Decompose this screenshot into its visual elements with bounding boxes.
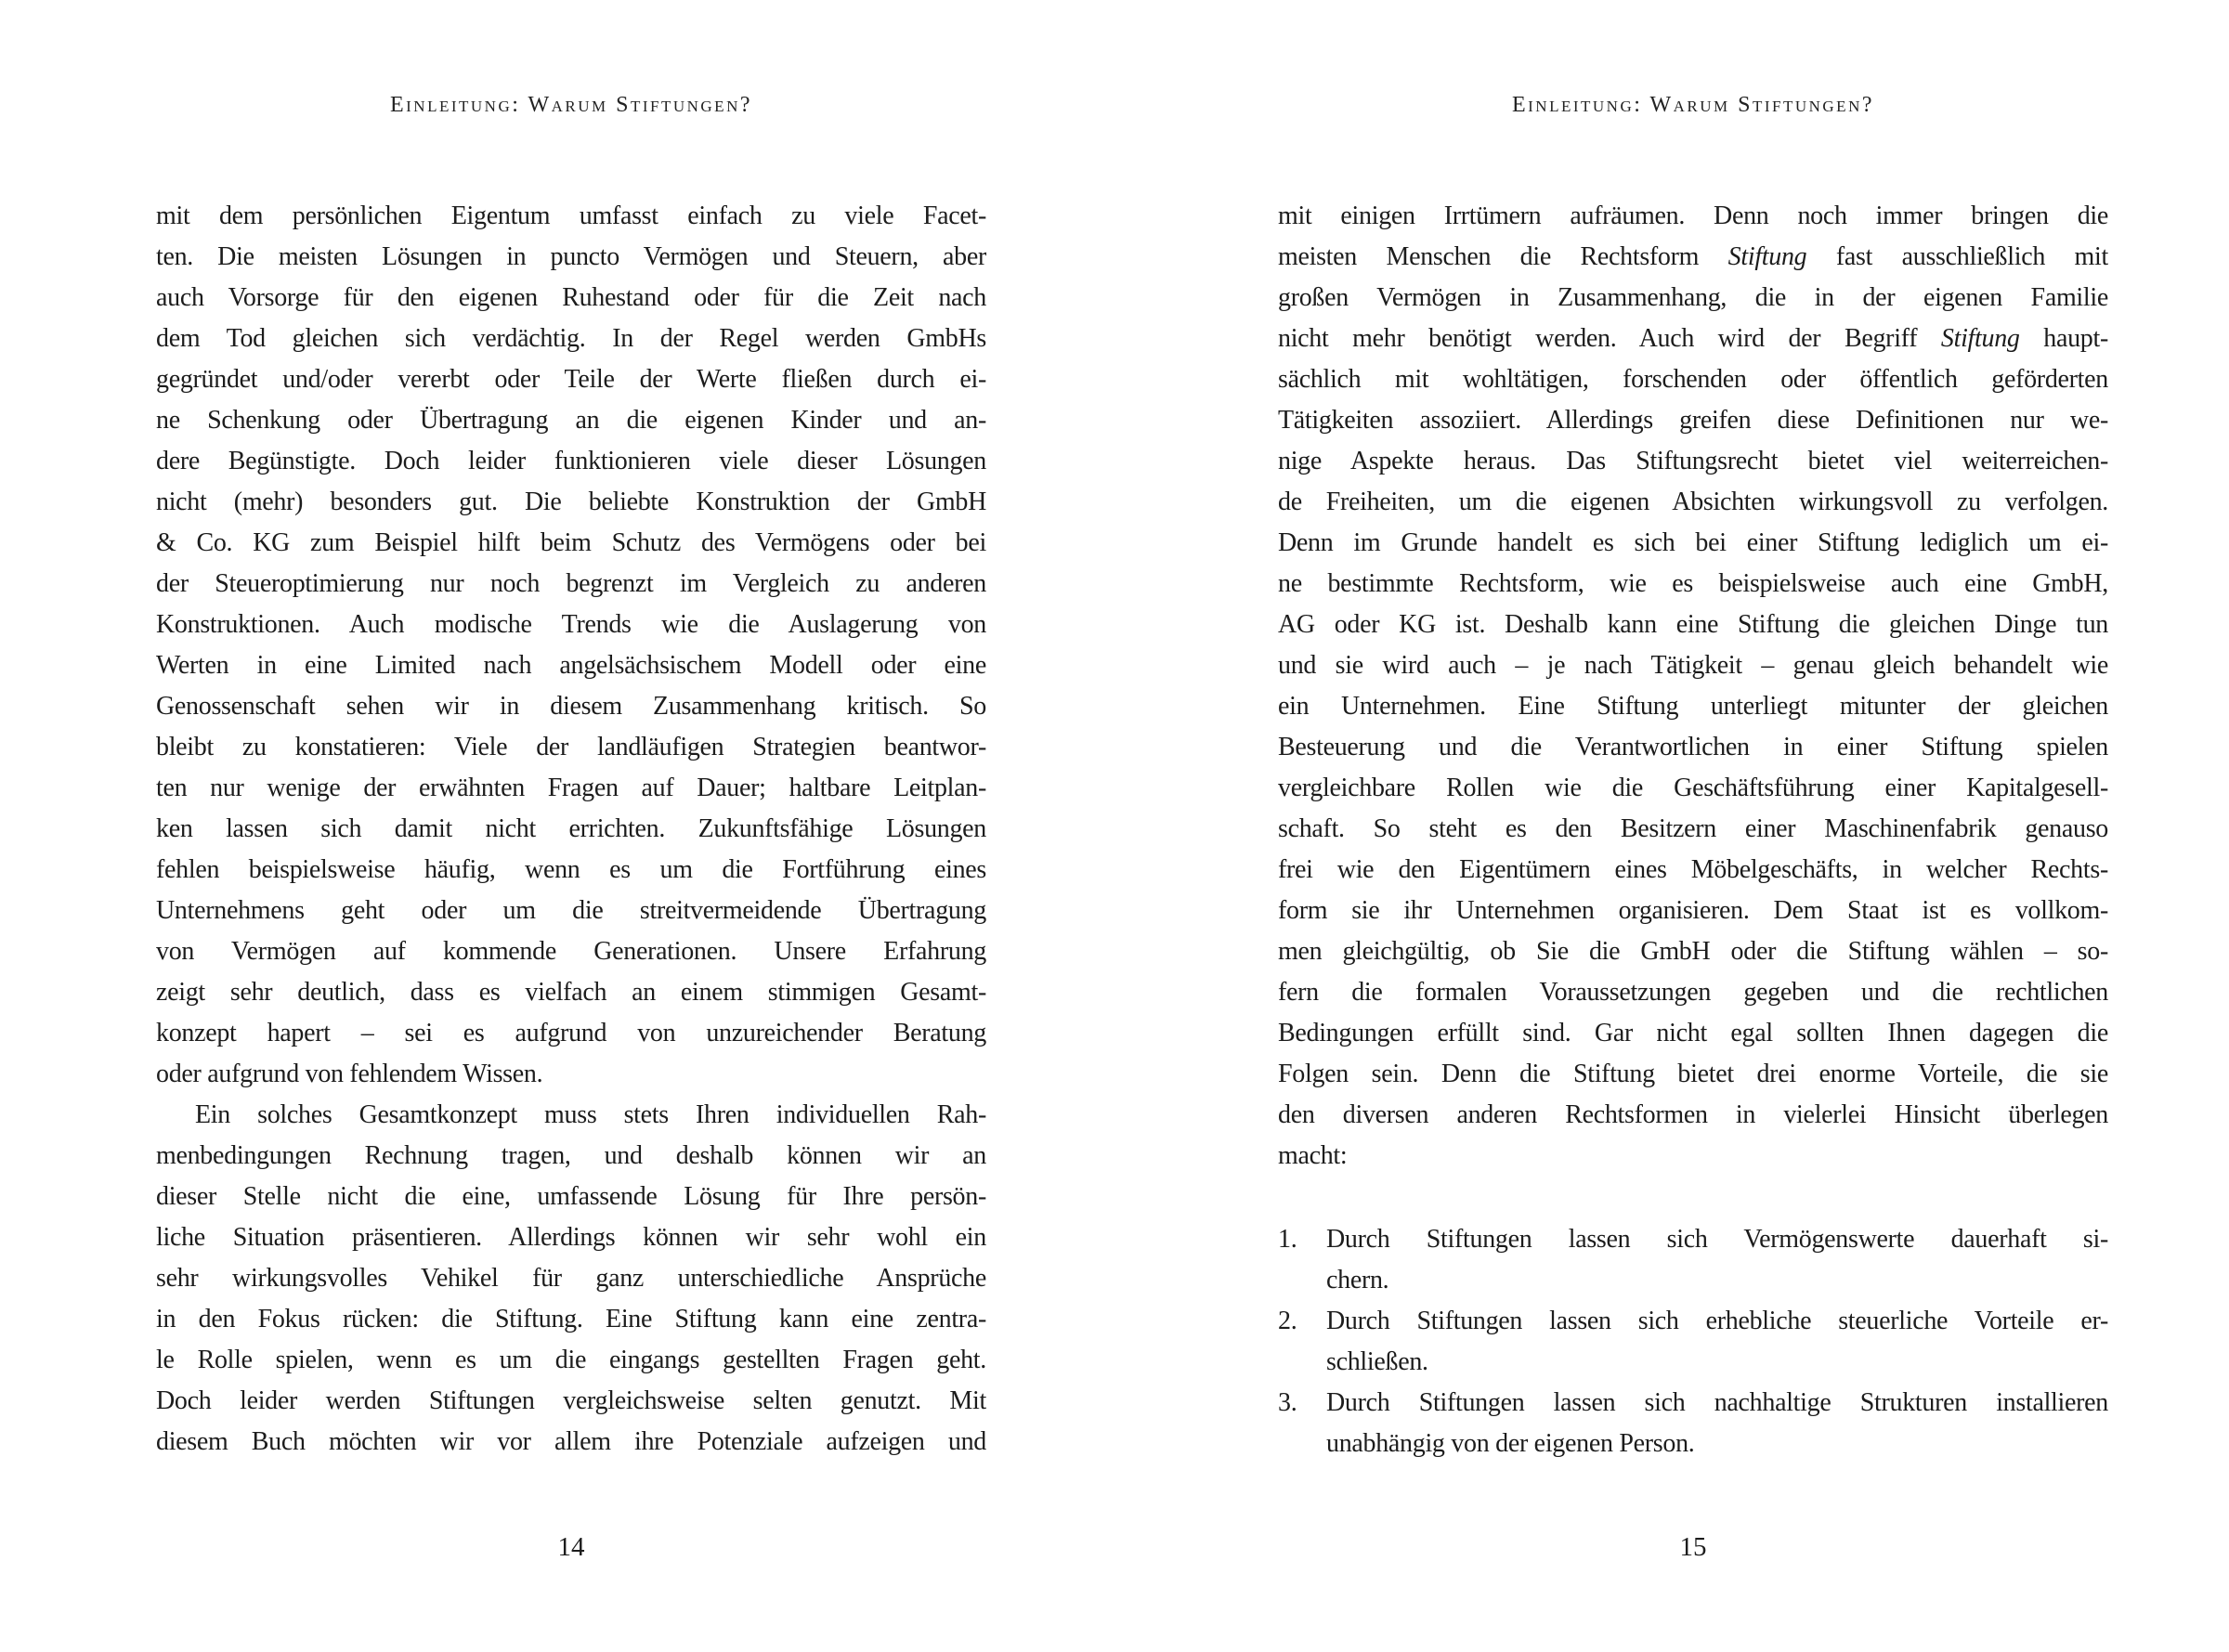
list-item-text [1326,1383,2108,1464]
text-line: Durch Stiftungen lassen sich Vermögenswerte dauerhaft si- [1326,1225,2108,1254]
text-line: fern die formalen Voraussetzungen gegeben und die rechtlichen [1278,978,2108,1007]
list-marker: 1. [1278,1225,1297,1254]
text-line: großen Vermögen in Zusammenhang, die in der eigenen Familie [1278,283,2108,312]
text-line: dem Tod gleichen sich verdächtig. In der Regel werden GmbHs [156,324,986,353]
list-marker: 2. [1278,1307,1297,1335]
text-line: der Steueroptimierung nur noch begrenzt im Vergleich zu anderen [156,569,986,598]
text-line: de Freiheiten, um die eigenen Absichten wirkungsvoll zu verfolgen. [1278,488,2108,516]
text-line: Doch leider werden Stiftungen vergleichsweise selten genutzt. Mit [156,1386,986,1415]
text-line: Tätigkeiten assoziiert. Allerdings greifen diese Definitionen nur we- [1278,406,2108,435]
page-left [156,0,986,1652]
text-line: men gleichgültig, ob Sie die GmbH oder die Stiftung wählen – so- [1278,937,2108,966]
text-line: mit dem persönlichen Eigentum umfasst einfach zu viele Facet- [156,202,986,230]
text-line: gegründet und/oder vererbt oder Teile der Werte fließen durch ei- [156,365,986,394]
text-line: vergleichbare Rollen wie die Geschäftsführung einer Kapitalgesell- [1278,774,2108,802]
text-line: auch Vorsorge für den eigenen Ruhestand oder für die Zeit nach [156,283,986,312]
text-line: diesem Buch möchten wir vor allem ihre Potenziale aufzeigen und [156,1427,986,1456]
right-page-number: 15 [1679,1532,1707,1562]
text-line: Werten in eine Limited nach angelsächsischem Modell oder eine [156,651,986,680]
text-line: & Co. KG zum Beispiel hilft beim Schutz des Vermögens oder bei [156,528,986,557]
text-line: unabhängig von der eigenen Person. [1326,1429,1695,1458]
text-line: schließen. [1326,1347,1428,1376]
text-line: konzept hapert – sei es aufgrund von unzureichender Beratung [156,1019,986,1047]
list-item-text [1326,1219,2108,1301]
text-line: Durch Stiftungen lassen sich erhebliche steuerliche Vorteile er- [1326,1307,2108,1335]
text-line: nicht mehr benötigt werden. Auch wird der Begriff Stiftung haupt- [1278,324,2108,353]
left-page-number: 14 [557,1532,585,1562]
text-line: chern. [1326,1266,1389,1294]
text-line: Genossenschaft sehen wir in diesem Zusammenhang kritisch. So [156,692,986,721]
list-item [1278,1383,2108,1464]
text-line: dere Begünstigte. Doch leider funktionieren viele dieser Lösungen [156,447,986,475]
text-line: meisten Menschen die Rechtsform Stiftung fast ausschließlich mit [1278,242,2108,271]
text-line: ne Schenkung oder Übertragung an die eigenen Kinder und an- [156,406,986,435]
text-line: schaft. So steht es den Besitzern einer Maschinenfabrik genauso [1278,814,2108,843]
text-line: und sie wird auch – je nach Tätigkeit – genau gleich behandelt wie [1278,651,2108,680]
text-line: AG oder KG ist. Deshalb kann eine Stiftung die gleichen Dinge tun [1278,610,2108,639]
text-line: frei wie den Eigentümern eines Möbelgeschäfts, in welcher Rechts- [1278,855,2108,884]
text-line: liche Situation präsentieren. Allerdings können wir sehr wohl ein [156,1223,986,1252]
text-line: zeigt sehr deutlich, dass es vielfach an einem stimmigen Gesamt- [156,978,986,1007]
text-line: menbedingungen Rechnung tragen, und deshalb können wir an [156,1141,986,1170]
text-line: Denn im Grunde handelt es sich bei einer Stiftung lediglich um ei- [1278,528,2108,557]
list-item [1278,1301,2108,1383]
text-line: von Vermögen auf kommende Generationen. Unsere Erfahrung [156,937,986,966]
advantages-list [1278,1219,2108,1464]
text-line: sächlich mit wohltätigen, forschenden oder öffentlich geförderten [1278,365,2108,394]
text-line: fehlen beispielsweise häufig, wenn es um die Fortführung eines [156,855,986,884]
text-line: macht: [1278,1141,1348,1170]
text-line: nige Aspekte heraus. Das Stiftungsrecht bietet viel weiterreichen- [1278,447,2108,475]
text-line: Konstruktionen. Auch modische Trends wie die Auslagerung von [156,610,986,639]
list-item-text [1326,1301,2108,1383]
text-line: ne bestimmte Rechtsform, wie es beispielsweise auch eine GmbH, [1278,569,2108,598]
text-line: mit einigen Irrtümern aufräumen. Denn noch immer bringen die [1278,202,2108,230]
text-line: Folgen sein. Denn die Stiftung bietet drei enorme Vorteile, die sie [1278,1060,2108,1088]
text-line: Bedingungen erfüllt sind. Gar nicht egal sollten Ihnen dagegen die [1278,1019,2108,1047]
text-line: ken lassen sich damit nicht errichten. Zukunftsfähige Lösungen [156,814,986,843]
text-line: nicht (mehr) besonders gut. Die beliebte Konstruktion der GmbH [156,488,986,516]
page-right [1278,0,2108,1652]
text-line: in den Fokus rücken: die Stiftung. Eine Stiftung kann eine zentra- [156,1305,986,1333]
list-item [1278,1219,2108,1301]
text-line: dieser Stelle nicht die eine, umfassende Lösung für Ihre persön- [156,1182,986,1211]
text-line: ten. Die meisten Lösungen in puncto Vermögen und Steuern, aber [156,242,986,271]
text-line: oder aufgrund von fehlendem Wissen. [156,1060,543,1088]
text-line: Besteuerung und die Verantwortlichen in einer Stiftung spielen [1278,733,2108,761]
right-page-body [1278,196,2108,1464]
left-page-body [156,196,986,1463]
text-line: sehr wirkungsvolles Vehikel für ganz unterschiedliche Ansprüche [156,1264,986,1293]
left-running-head: Einleitung: Warum Stiftungen? [389,93,752,117]
text-line: Ein solches Gesamtkonzept muss stets Ihren individuellen Rah- [195,1100,986,1129]
text-line: den diversen anderen Rechtsformen in vielerlei Hinsicht überlegen [1278,1100,2108,1129]
text-line: ten nur wenige der erwähnten Fragen auf Dauer; haltbare Leitplan- [156,774,986,802]
right-page-paragraphs [1278,196,2108,1177]
text-line: ein Unternehmen. Eine Stiftung unterliegt mitunter der gleichen [1278,692,2108,721]
text-line: bleibt zu konstatieren: Viele der landläufigen Strategien beantwor- [156,733,986,761]
text-line: Durch Stiftungen lassen sich nachhaltige Strukturen installieren [1326,1388,2108,1417]
right-running-head: Einleitung: Warum Stiftungen? [1511,93,1874,117]
text-line: le Rolle spielen, wenn es um die eingangs gestellten Fragen geht. [156,1346,986,1374]
text-line: form sie ihr Unternehmen organisieren. Dem Staat ist es vollkom- [1278,896,2108,925]
text-line: Unternehmens geht oder um die streitvermeidende Übertragung [156,896,986,925]
list-marker: 3. [1278,1388,1297,1417]
